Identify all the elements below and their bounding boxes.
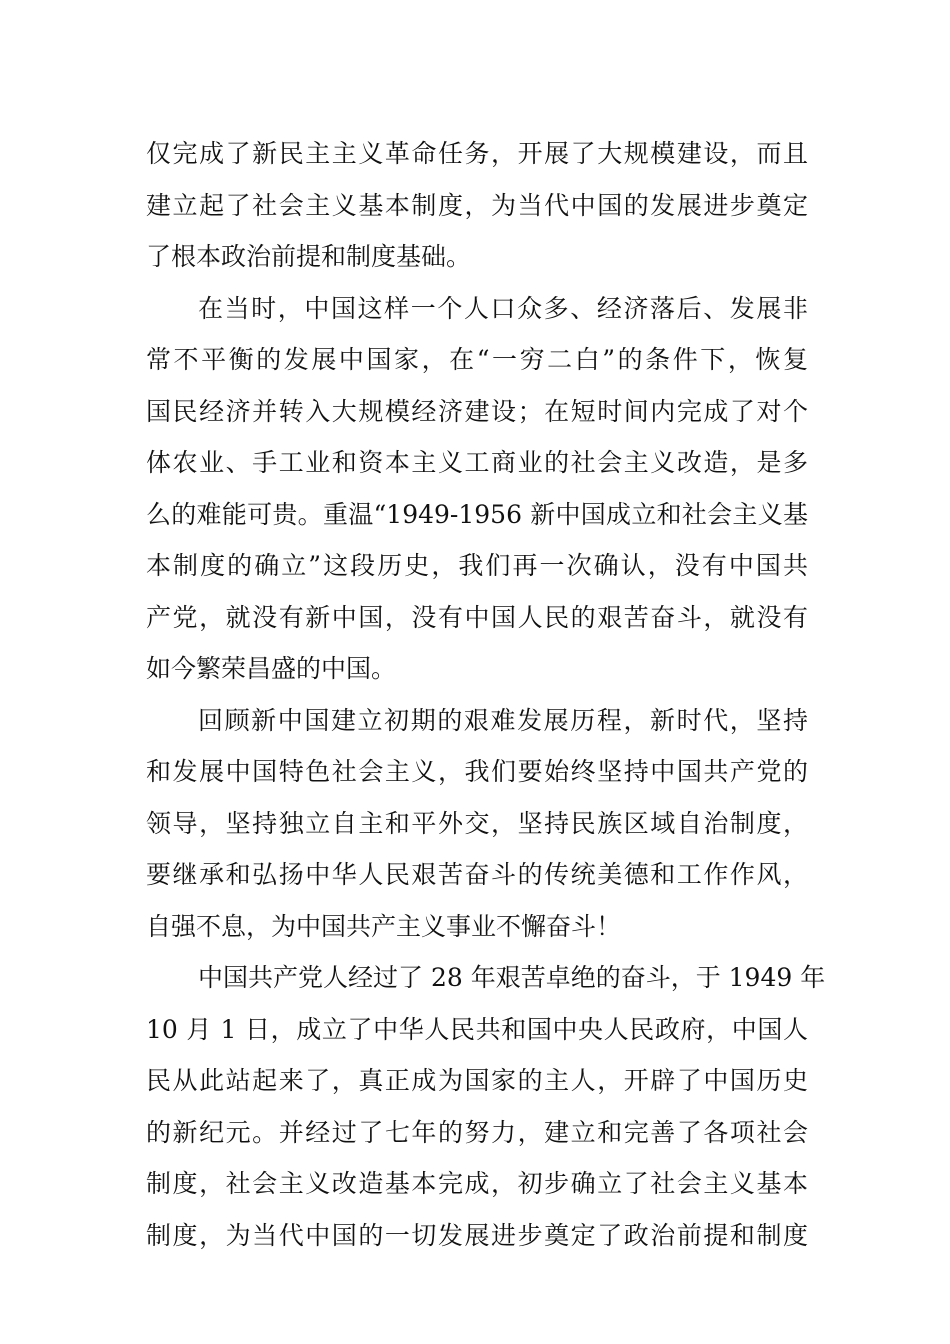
text-line: 回顾新中国建立初期的艰难发展历程，新时代，坚持 <box>198 705 808 735</box>
text-line: 本制度的确立”这段历史，我们再一次确认，没有中国共 <box>146 551 808 580</box>
text-line: 在当时，中国这样一个人口众多、经济落后、发展非 <box>198 293 808 323</box>
text-line: 么的难能可贵。重温“1949-1956 新中国成立和社会主义基 <box>146 499 808 529</box>
text-line: 体农业、手工业和资本主义工商业的社会主义改造，是多 <box>146 448 808 477</box>
text-line: 10 月 1 日，成立了中华人民共和国中央人民政府，中国人 <box>146 1014 808 1044</box>
paragraph <box>146 128 808 283</box>
text-line: 产党，就没有新中国，没有中国人民的艰苦奋斗，就没有 <box>146 602 808 632</box>
text-line: 了根本政治前提和制度基础。 <box>146 242 472 271</box>
text-line: 中国共产党人经过了 28 年艰苦卓绝的奋斗，于 1949 年 <box>198 963 826 992</box>
paragraph <box>146 283 808 695</box>
text-line: 仅完成了新民主主义革命任务，开展了大规模建设，而且 <box>146 139 808 168</box>
text-line: 领导，坚持独立自主和平外交，坚持民族区域自治制度， <box>146 808 808 838</box>
text-line: 制度，社会主义改造基本完成，初步确立了社会主义基本 <box>146 1169 808 1198</box>
paragraph <box>146 952 826 1261</box>
text-line: 民从此站起来了，真正成为国家的主人，开辟了中国历史 <box>146 1066 808 1095</box>
text-line: 制度，为当代中国的一切发展进步奠定了政治前提和制度 <box>146 1220 808 1250</box>
text-line: 的新纪元。并经过了七年的努力，建立和完善了各项社会 <box>146 1117 808 1147</box>
text-line: 要继承和弘扬中华人民艰苦奋斗的传统美德和工作作风， <box>146 860 808 889</box>
text-line: 和发展中国特色社会主义，我们要始终坚持中国共产党的 <box>146 757 808 786</box>
text-line: 常不平衡的发展中国家，在“一穷二白”的条件下，恢复 <box>146 345 808 374</box>
text-line: 自强不息，为中国共产主义事业不懈奋斗！ <box>146 911 622 941</box>
text-line: 如今繁荣昌盛的中国。 <box>146 654 397 683</box>
paragraph <box>146 695 808 953</box>
text-line: 建立起了社会主义基本制度，为当代中国的发展进步奠定 <box>146 190 808 220</box>
text-line: 国民经济并转入大规模经济建设；在短时间内完成了对个 <box>146 396 808 426</box>
document-body <box>146 128 826 1261</box>
